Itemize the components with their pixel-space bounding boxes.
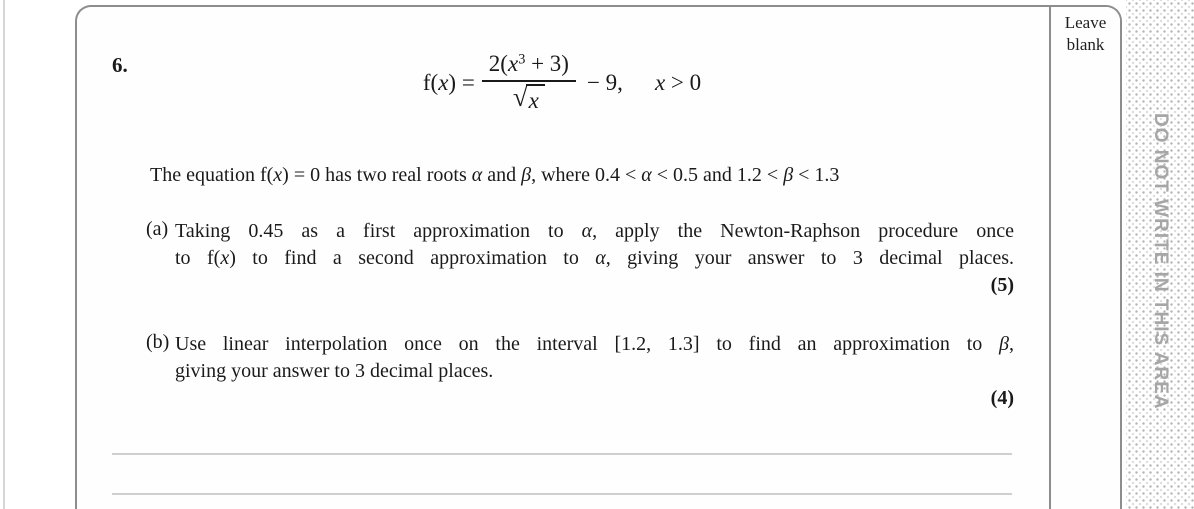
formula-after-fraction: − 9, — [586, 69, 623, 95]
fraction — [482, 51, 576, 114]
question-number: 6. — [112, 53, 128, 77]
radical-sign: √ — [512, 82, 528, 112]
do-not-write-vertical-text: DO NOT WRITE IN THIS AREA — [1150, 113, 1171, 410]
part-b-label: (b) — [146, 331, 170, 353]
part-b-line-1: Use linear interpolation once on the interval [1.2, 1.3] to find an approximation to β, — [175, 333, 1014, 355]
radicand: x — [526, 84, 545, 114]
part-b-text — [146, 331, 1014, 385]
part-b — [146, 331, 1014, 385]
leave-blank-label: Leave blank — [1064, 13, 1107, 54]
question-box — [75, 5, 1122, 509]
part-a-text — [146, 218, 1014, 272]
formula-condition: x > 0 — [654, 69, 702, 95]
part-a-label: (a) — [146, 218, 169, 240]
fraction-denominator — [513, 82, 545, 114]
part-a-line-1: Taking 0.45 as a first approximation to α, apply the Newton-Raphson procedure once — [175, 220, 1014, 242]
page-left-edge-line — [3, 0, 5, 509]
part-a-marks: (5) — [990, 274, 1014, 296]
answer-ruled-line[interactable] — [112, 453, 1012, 455]
part-b-marks: (4) — [990, 387, 1014, 409]
part-b-line-2: giving your answer to 3 decimal places. — [175, 360, 494, 382]
part-a-line-2: to f(x) to find a second approximation to α, giving your answer to 3 decimal places. — [175, 247, 1014, 269]
formula — [162, 51, 962, 114]
fraction-numerator: $2(x^3 + 3)$ — [482, 51, 576, 82]
part-a — [146, 218, 1014, 272]
question-intro: The equation f(x) = 0 has two real roots α and β, where 0.4 < α < 0.5 and 1.2 < β < 1.3 — [150, 164, 840, 186]
formula-lhs: f(x) = — [422, 69, 475, 95]
answer-ruled-line[interactable] — [112, 493, 1012, 495]
leave-blank-column — [1049, 7, 1120, 509]
dotted-margin-strip — [1126, 0, 1194, 509]
